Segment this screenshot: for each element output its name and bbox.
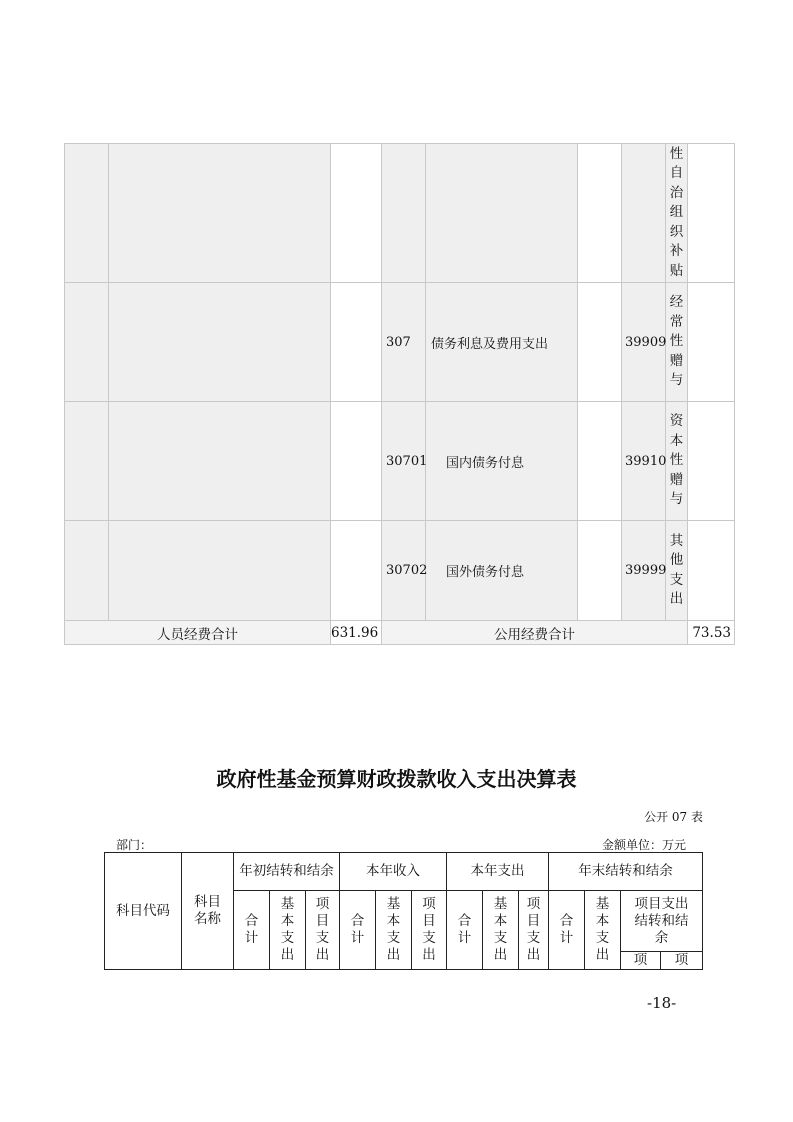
header-project: 项目支出 <box>306 891 340 970</box>
cell-blank <box>109 402 331 521</box>
header-subject-code: 科目代码 <box>105 853 182 970</box>
header-project-carryover: 项目支出结转和结余 <box>621 891 703 952</box>
fund-budget-table <box>104 852 703 970</box>
econ-name <box>426 144 578 283</box>
cell-blank <box>109 283 331 402</box>
right-code <box>622 144 666 283</box>
cell-blank <box>109 521 331 621</box>
right-name: 经常性赠与 <box>666 283 688 402</box>
cell-blank <box>65 144 109 283</box>
econ-name: 国外债务付息 <box>426 521 578 621</box>
header-current-expense: 本年支出 <box>447 853 549 891</box>
econ-name: 债务利息及费用支出 <box>426 283 578 402</box>
upper-expense-table <box>64 143 735 645</box>
header-total: 合计 <box>340 891 376 970</box>
header-basic: 基本支出 <box>376 891 412 970</box>
cell-value <box>578 521 622 621</box>
header-subject-name: 科目名称 <box>182 853 234 970</box>
econ-code: 307 <box>382 283 426 402</box>
econ-code <box>382 144 426 283</box>
header-current-income: 本年收入 <box>340 853 447 891</box>
header-basic: 基本支出 <box>483 891 519 970</box>
cell-value <box>688 521 735 621</box>
econ-name: 国内债务付息 <box>426 402 578 521</box>
cell-blank <box>65 521 109 621</box>
table-row <box>65 402 735 521</box>
right-name: 性自治组织补贴 <box>666 144 688 283</box>
right-name: 资本性赠与 <box>666 402 688 521</box>
table-row <box>65 283 735 402</box>
header-basic: 基本支出 <box>585 891 621 970</box>
public-total-value: 73.53 <box>688 621 735 645</box>
cell-value <box>688 402 735 521</box>
econ-code: 30702 <box>382 521 426 621</box>
econ-code: 30701 <box>382 402 426 521</box>
header-closing-balance: 年末结转和结余 <box>549 853 703 891</box>
form-number: 公开 07 表 <box>644 810 703 824</box>
header-project: 项目支出 <box>412 891 447 970</box>
header-row <box>105 853 703 891</box>
totals-row <box>65 621 735 645</box>
table-row <box>65 521 735 621</box>
personnel-total-label: 人员经费合计 <box>65 621 331 645</box>
cell-value <box>688 283 735 402</box>
page-number: -18- <box>647 994 677 1012</box>
header-project: 项目支出 <box>519 891 549 970</box>
header-item: 项 <box>661 952 703 970</box>
unit-label: 金额单位：万元 <box>601 838 686 852</box>
cell-value <box>578 402 622 521</box>
cell-value <box>331 402 382 521</box>
header-opening-balance: 年初结转和结余 <box>234 853 340 891</box>
cell-blank <box>109 144 331 283</box>
page-title: 政府性基金预算财政拨款收入支出决算表 <box>216 767 577 791</box>
cell-value <box>578 144 622 283</box>
header-basic: 基本支出 <box>270 891 306 970</box>
public-total-label: 公用经费合计 <box>382 621 688 645</box>
header-total: 合计 <box>549 891 585 970</box>
cell-value <box>331 521 382 621</box>
cell-blank <box>65 283 109 402</box>
cell-value <box>331 144 382 283</box>
cell-value <box>688 144 735 283</box>
right-code: 39910 <box>622 402 666 521</box>
cell-value <box>331 283 382 402</box>
table-row <box>65 144 735 283</box>
department-label: 部门： <box>116 838 153 852</box>
right-code: 39909 <box>622 283 666 402</box>
cell-blank <box>65 402 109 521</box>
header-total: 合计 <box>447 891 483 970</box>
cell-value <box>578 283 622 402</box>
personnel-total-value: 631.96 <box>331 621 382 645</box>
right-code: 39999 <box>622 521 666 621</box>
right-name: 其他支出 <box>666 521 688 621</box>
header-item: 项 <box>621 952 661 970</box>
header-total: 合计 <box>234 891 270 970</box>
